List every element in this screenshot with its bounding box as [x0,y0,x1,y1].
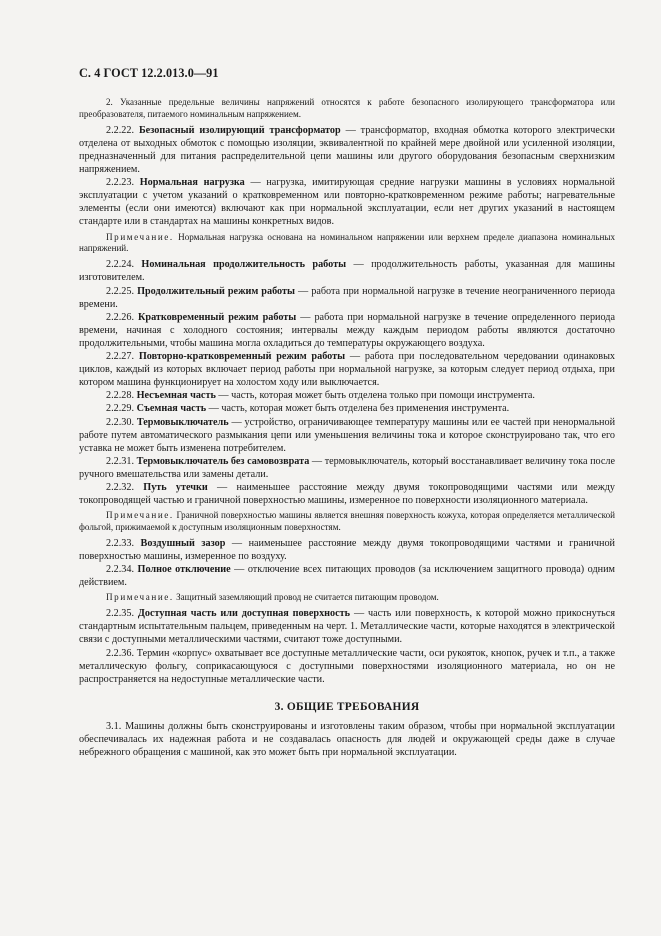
note-text: Нормальная нагрузка основана на номинальном напряжении или верхнем пределе диапазона номинальных напряжений. [79,231,615,254]
clause-text: — отключение всех питающих проводов (за исключением защитного провода) одним действием. [79,564,615,589]
clause-2-2-27 [79,350,615,389]
clause-number: 2.2.22. [106,124,135,136]
clause-text: — работа при последовательном чередовании одинаковых циклов, каждый из которых включает период работы при нормальной нагрузке, за которым следует период отдыха, при котором машина функционирует на холостом ходу или выключается. [79,351,616,389]
clause-text: — наименьшее расстояние между двумя токопроводящими частями и граничной поверхностью машины, измеренное по воздуху. [79,537,616,563]
clause-text: — продолжительность работы, указанная для машины изготовителем. [79,259,615,284]
clause-2-2-29 [79,402,615,415]
clause-number: 2.2.26. [106,311,135,323]
clause-term: Номинальная продолжительность работы [141,259,347,271]
clause-term: Путь утечки [143,481,208,493]
clause-number: 2.2.35. [106,608,135,620]
clause-term: Нормальная нагрузка [139,177,245,189]
clause-number: 2.2.25. [106,285,135,297]
clause-term: Продолжительный режим работы [137,285,295,297]
clause-term: Кратковременный режим работы [138,311,297,323]
note-text: Граничной поверхностью машины является внешняя поверхность кожуха, которая определяется металлической фольгой, прижимаемой к доступным изоляционным поверхностям. [79,510,615,533]
clause-text: — трансформатор, входная обмотка которого электрически отделена от выходных обмоток с помощью изоляции, эквивалентной по крайней мере двойной или усиленной изоляции, предназначенный для питания распределительной цепи машины или другого оборудования безопасным сверхнизким напряжением. [79,124,616,176]
clause-number: 2.2.28. [106,390,135,402]
clause-text: — часть, которая может быть отделена без применения инструмента. [208,403,510,415]
note-paragraph: 2. Указанные предельные величины напряжений относятся к работе безопасного изолирующего трансформатора или преобразователя, питаемого номинальным напряжением. [79,97,615,119]
clause-2-2-24 [79,258,615,284]
clause-2-2-36: 2.2.36. Термин «корпус» охватывает все доступные металлические части, оси рукояток, кнопок, ручек и т.п., а также металлическую фольгу, соприкасающуюся с доступными поверхностями изоляционного материала, но он не распространяется на недоступные металлические части. [79,647,615,685]
clause-text: — часть, которая может быть отделена только при помощи инструмента. [218,390,535,402]
clause-2-2-30 [79,416,615,455]
clause-term: Повторно-кратковременный режим работы [138,351,346,363]
clause-2-2-35 [79,607,615,646]
clause-term: Воздушный зазор [140,537,226,549]
clause-2-2-28 [79,389,615,402]
clause-2-2-33 [79,537,615,563]
clause-number: 2.2.31. [106,455,135,467]
note-label: Примечание. [106,510,174,521]
note-1 [79,232,615,256]
clause-text: — устройство, ограничивающее температуру машины или ее частей при ненормальной работе путем автоматического размыкания цепи или уменьшения величины тока и которое сконструировано так, что его уставка не может быть изменена потребителем. [79,416,616,454]
note-3 [79,592,615,604]
clause-text: — нагрузка, имитирующая средние нагрузки машины в условиях нормальной эксплуатации с учетом указаний о кратковременном или повторно-кратковременном режиме работы; нагревательные элементы (если они имеются) включают как при нормальной эксплуатации, если нет других указаний в настоящем стандарте или в стандартах на машины конкретных видов. [79,177,615,228]
section-title: 3. ОБЩИЕ ТРЕБОВАНИЯ [274,700,420,713]
clause-number: 2.2.27. [106,351,135,363]
clause-term: Полное отключение [137,564,231,576]
clause-text: — термовыключатель, который восстанавливает величину тока после ручного вмешательства или замены детали. [79,455,616,480]
clause-2-2-31 [79,455,615,481]
clause-number: 2.2.34. [106,564,135,576]
clause-text: — работа при нормальной нагрузке в течение неограниченного периода времени. [79,285,616,310]
clause-number: 2.2.24. [106,259,135,271]
clause-number: 2.2.30. [106,416,135,428]
clause-text: — часть или поверхность, к которой можно прикоснуться стандартным испытательным пальцем, приведенным на черт. 1. Металлические части, которые находятся в электрической связи с доступными металлическими частями, считают тоже доступными. [79,608,616,646]
clause-number: 2.2.29. [106,403,135,415]
clause-text: — наименьшее расстояние между двумя токопроводящими частями или между токопроводящей частью и граничной поверхностью машины, измеренное по поверхности изоляционного материала. [79,481,616,507]
clause-number: 2.2.23. [106,177,135,189]
page-header: С. 4 ГОСТ 12.2.013.0—91 [79,66,219,80]
clause-term: Термовыключатель без самовозврата [136,455,310,467]
clause-term: Термовыключатель [136,416,229,428]
clause-term: Безопасный изолирующий трансформатор [138,124,341,136]
clause-2-2-25 [79,285,615,311]
note-label: Примечание. [106,592,174,603]
clause-2-2-34 [79,563,615,589]
clause-term: Съемная часть [136,403,207,415]
clause-2-2-22 [79,124,615,176]
note-text: Защитный заземляющий провод не считается питающим проводом. [176,592,439,603]
clause-2-2-32 [79,481,615,507]
clause-3-1: 3.1. Машины должны быть сконструированы и изготовлены таким образом, чтобы при нормальной эксплуатации обеспечивалась их надежная работа и не создавалась опасность для людей и окружающей среды даже в случае небрежного обращения с машиной, как это может быть при нормальной эксплуатации. [79,720,615,758]
clause-number: 2.2.33. [106,537,135,549]
document-body [79,94,615,759]
clause-number: 2.2.32. [106,481,135,493]
clause-term: Несъемная часть [136,390,216,402]
clause-2-2-26 [79,311,615,350]
clause-term: Доступная часть или доступная поверхность [137,608,351,620]
clause-text: — работа при нормальной нагрузке в течение определенного периода времени, начиная с холодного состояния; интервалы между каждым периодом работы являются достаточно продолжительными, чтобы машина могла охладиться до температуры окружающего воздуха. [79,311,616,349]
note-2 [79,510,615,534]
note-label: Примечание. [106,231,174,242]
clause-2-2-23 [79,176,615,228]
